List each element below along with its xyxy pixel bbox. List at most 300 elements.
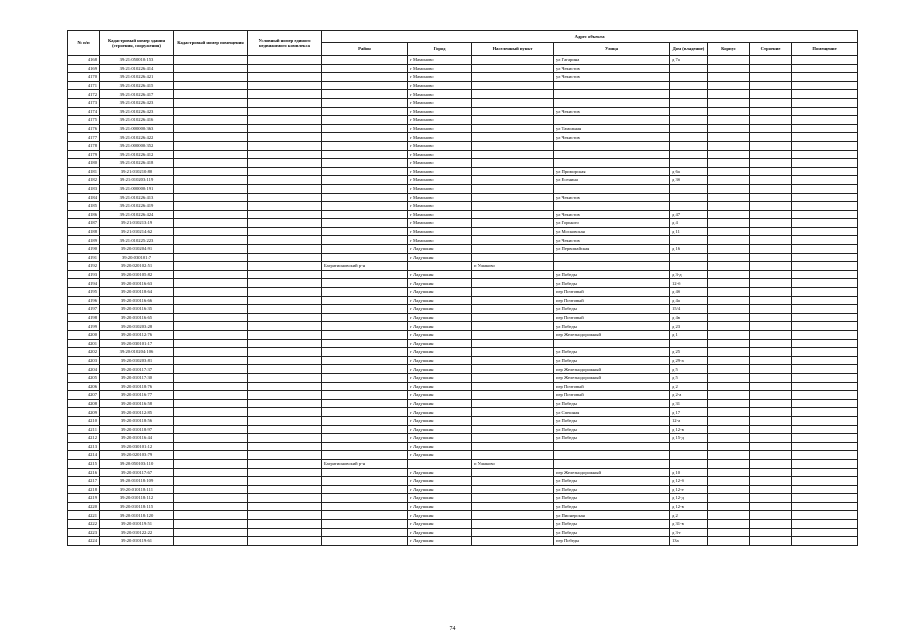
cell-building [750, 90, 792, 99]
table-row [68, 270, 858, 279]
table-row [68, 348, 858, 357]
cell-district [322, 502, 408, 511]
cell-room [792, 425, 858, 434]
cell-building [750, 262, 792, 271]
cell-korpus [708, 408, 750, 417]
cell-conditional [248, 150, 322, 159]
cell-room [792, 451, 858, 460]
cell-district [322, 477, 408, 486]
cell-street: ул Победы [554, 520, 670, 529]
cell-korpus [708, 391, 750, 400]
cell-cadastral-room [174, 305, 248, 314]
cell-room [792, 193, 858, 202]
cell-settlement [472, 73, 554, 82]
cell-settlement [472, 425, 554, 434]
cell-korpus [708, 219, 750, 228]
cell-korpus [708, 64, 750, 73]
cell-num: 4168 [68, 56, 100, 65]
cell-conditional [248, 288, 322, 297]
cell-conditional [248, 159, 322, 168]
cell-room [792, 133, 858, 142]
cell-house [670, 150, 708, 159]
cell-district: Багратионовский р-н [322, 459, 408, 468]
cell-house [670, 124, 708, 133]
cell-num: 4181 [68, 167, 100, 176]
cell-korpus [708, 270, 750, 279]
cell-conditional [248, 133, 322, 142]
cell-korpus [708, 477, 750, 486]
header-num: № п/п [68, 31, 100, 56]
cell-settlement [472, 81, 554, 90]
cell-conditional [248, 81, 322, 90]
cell-street: ул Первомайская [554, 245, 670, 254]
table-row [68, 288, 858, 297]
cell-house: д 3-д [670, 270, 708, 279]
cell-room [792, 391, 858, 400]
cell-cadastral: 39:21:000000:191 [100, 184, 174, 193]
cell-cadastral-room [174, 202, 248, 211]
cell-cadastral-room [174, 253, 248, 262]
cell-building [750, 502, 792, 511]
cell-room [792, 90, 858, 99]
table-row [68, 141, 858, 150]
cell-building [750, 459, 792, 468]
cell-district [322, 279, 408, 288]
cell-num: 4187 [68, 219, 100, 228]
cell-building [750, 193, 792, 202]
cell-num: 4217 [68, 477, 100, 486]
cell-room [792, 270, 858, 279]
cell-street: ул Победы [554, 416, 670, 425]
table-row [68, 331, 858, 340]
cell-korpus [708, 331, 750, 340]
cell-city: г Ладушкин [408, 270, 472, 279]
cell-house: д 29-а [670, 356, 708, 365]
cell-room [792, 313, 858, 322]
cell-building [750, 227, 792, 236]
table-row [68, 511, 858, 520]
header-room: Помещение [792, 43, 858, 56]
cell-district [322, 511, 408, 520]
cell-street: ул Победы [554, 322, 670, 331]
cell-korpus [708, 485, 750, 494]
cell-cadastral: 39:21:010226:422 [100, 133, 174, 142]
cell-korpus [708, 193, 750, 202]
cell-house: д 47 [670, 210, 708, 219]
cell-conditional [248, 451, 322, 460]
cell-cadastral-room [174, 150, 248, 159]
cell-room [792, 520, 858, 529]
cell-num: 4189 [68, 236, 100, 245]
cell-street [554, 150, 670, 159]
cell-conditional [248, 227, 322, 236]
cell-house: д 15-д [670, 434, 708, 443]
cell-room [792, 64, 858, 73]
cell-house [670, 193, 708, 202]
cell-settlement [472, 176, 554, 185]
cell-num: 4223 [68, 528, 100, 537]
cell-num: 4184 [68, 193, 100, 202]
cell-street: ул Победы [554, 434, 670, 443]
cell-conditional [248, 391, 322, 400]
cell-num: 4205 [68, 373, 100, 382]
cell-city: г Ладушкин [408, 468, 472, 477]
cell-korpus [708, 98, 750, 107]
cell-num: 4218 [68, 485, 100, 494]
cell-conditional [248, 296, 322, 305]
cell-city: г Мамоново [408, 141, 472, 150]
cell-cadastral-room [174, 434, 248, 443]
cell-settlement [472, 502, 554, 511]
cell-conditional [248, 322, 322, 331]
cell-city: г Мамоново [408, 98, 472, 107]
cell-settlement [472, 150, 554, 159]
cell-conditional [248, 442, 322, 451]
cell-settlement [472, 270, 554, 279]
cell-cadastral-room [174, 193, 248, 202]
cell-district [322, 202, 408, 211]
cell-num: 4170 [68, 73, 100, 82]
cell-cadastral-room [174, 477, 248, 486]
cell-building [750, 305, 792, 314]
header-city: Город [408, 43, 472, 56]
cell-conditional [248, 279, 322, 288]
cell-district [322, 408, 408, 417]
cell-room [792, 468, 858, 477]
cell-district [322, 485, 408, 494]
cell-settlement [472, 98, 554, 107]
cell-room [792, 159, 858, 168]
cell-city: г Ладушкин [408, 494, 472, 503]
table-row [68, 494, 858, 503]
cell-cadastral: 39:21:010226:418 [100, 159, 174, 168]
cell-building [750, 245, 792, 254]
cell-city: г Мамоново [408, 73, 472, 82]
cell-street [554, 202, 670, 211]
cell-city: г Ладушкин [408, 373, 472, 382]
cell-korpus [708, 133, 750, 142]
cell-cadastral-room [174, 537, 248, 546]
cell-room [792, 150, 858, 159]
cell-district [322, 331, 408, 340]
cell-city: г Ладушкин [408, 416, 472, 425]
cell-building [750, 296, 792, 305]
cell-district [322, 425, 408, 434]
cell-num: 4182 [68, 176, 100, 185]
cell-cadastral: 39:20:010118:115 [100, 502, 174, 511]
cell-settlement [472, 313, 554, 322]
cell-street: пер Почтовый [554, 313, 670, 322]
cell-cadastral-room [174, 270, 248, 279]
cell-korpus [708, 434, 750, 443]
cell-settlement [472, 64, 554, 73]
cell-city: г Ладушкин [408, 245, 472, 254]
cell-num: 4200 [68, 331, 100, 340]
cell-room [792, 408, 858, 417]
table-row [68, 537, 858, 546]
cell-house: д 12-е [670, 485, 708, 494]
cell-conditional [248, 167, 322, 176]
cell-cadastral-room [174, 399, 248, 408]
table-row [68, 262, 858, 271]
cell-street: пер Почтовый [554, 391, 670, 400]
table-row [68, 313, 858, 322]
cell-city: г Ладушкин [408, 253, 472, 262]
cell-house [670, 459, 708, 468]
cell-conditional [248, 176, 322, 185]
cell-house [670, 236, 708, 245]
cell-city: г Мамоново [408, 227, 472, 236]
table-row [68, 451, 858, 460]
cell-room [792, 502, 858, 511]
table-row [68, 64, 858, 73]
cell-num: 4191 [68, 253, 100, 262]
cell-building [750, 202, 792, 211]
table-row [68, 416, 858, 425]
cell-settlement: п Ушаково [472, 262, 554, 271]
cell-cadastral-room [174, 184, 248, 193]
cell-settlement [472, 434, 554, 443]
cell-cadastral-room [174, 210, 248, 219]
cell-cadastral: 39:21:010226:414 [100, 64, 174, 73]
cell-room [792, 98, 858, 107]
page-number: 74 [449, 626, 456, 632]
cell-street: ул Чекистов [554, 193, 670, 202]
cell-cadastral: 39:20:030101:12 [100, 442, 174, 451]
cell-house: 13а [670, 537, 708, 546]
cell-settlement [472, 296, 554, 305]
cell-cadastral: 39:21:010214:62 [100, 227, 174, 236]
cell-city: г Ладушкин [408, 391, 472, 400]
cell-num: 4198 [68, 313, 100, 322]
cell-district [322, 296, 408, 305]
cell-city: г Ладушкин [408, 296, 472, 305]
cell-district [322, 167, 408, 176]
cell-cadastral: 39:20:010203:28 [100, 322, 174, 331]
cell-conditional [248, 116, 322, 125]
cell-cadastral: 39:20:010117:37 [100, 365, 174, 374]
cell-house [670, 107, 708, 116]
cell-korpus [708, 373, 750, 382]
cell-settlement [472, 193, 554, 202]
cell-cadastral-room [174, 339, 248, 348]
cell-korpus [708, 537, 750, 546]
cell-house [670, 90, 708, 99]
cell-room [792, 348, 858, 357]
cell-settlement [472, 520, 554, 529]
cell-room [792, 528, 858, 537]
cell-cadastral-room [174, 322, 248, 331]
cell-num: 4216 [68, 468, 100, 477]
cell-conditional [248, 107, 322, 116]
cell-settlement [472, 416, 554, 425]
cell-korpus [708, 227, 750, 236]
cell-settlement [472, 451, 554, 460]
cell-cadastral: 39:20:010112:76 [100, 331, 174, 340]
cell-house: д 17 [670, 408, 708, 417]
header-street: Улица [554, 43, 670, 56]
cell-building [750, 253, 792, 262]
cell-cadastral-room [174, 331, 248, 340]
cell-room [792, 202, 858, 211]
cell-num: 4207 [68, 391, 100, 400]
cell-city: г Мамоново [408, 236, 472, 245]
cell-room [792, 511, 858, 520]
cell-building [750, 520, 792, 529]
cell-cadastral: 39:20:010118:76 [100, 382, 174, 391]
cell-city: г Ладушкин [408, 322, 472, 331]
cell-cadastral-room [174, 133, 248, 142]
cell-building [750, 485, 792, 494]
cell-house [670, 141, 708, 150]
cell-city: г Мамоново [408, 90, 472, 99]
cell-conditional [248, 339, 322, 348]
cell-room [792, 434, 858, 443]
table-row [68, 279, 858, 288]
cell-room [792, 167, 858, 176]
cell-korpus [708, 356, 750, 365]
cell-cadastral-room [174, 451, 248, 460]
cell-building [750, 356, 792, 365]
cell-district [322, 442, 408, 451]
cell-house: д 4в [670, 313, 708, 322]
cell-district [322, 150, 408, 159]
cell-building [750, 236, 792, 245]
cell-building [750, 167, 792, 176]
cell-house: 12-а [670, 416, 708, 425]
cell-house [670, 98, 708, 107]
cell-cadastral: 39:21:000000:352 [100, 141, 174, 150]
cell-cadastral-room [174, 236, 248, 245]
register-table [67, 30, 858, 546]
table-row [68, 253, 858, 262]
cell-city: г Ладушкин [408, 365, 472, 374]
cell-city [408, 459, 472, 468]
cell-korpus [708, 236, 750, 245]
table-row [68, 502, 858, 511]
cell-cadastral: 39:20:010116:63 [100, 279, 174, 288]
cell-district [322, 245, 408, 254]
cell-room [792, 382, 858, 391]
cell-conditional [248, 425, 322, 434]
cell-cadastral: 39:20:010204:91 [100, 245, 174, 254]
cell-district [322, 373, 408, 382]
cell-conditional [248, 193, 322, 202]
cell-room [792, 373, 858, 382]
cell-house: д 12-д [670, 494, 708, 503]
cell-street: ул Чекистов [554, 133, 670, 142]
cell-street: пер Железнодорожный [554, 373, 670, 382]
cell-cadastral-room [174, 425, 248, 434]
cell-korpus [708, 442, 750, 451]
cell-city: г Ладушкин [408, 399, 472, 408]
cell-conditional [248, 98, 322, 107]
cell-cadastral-room [174, 442, 248, 451]
cell-house: д 4а [670, 296, 708, 305]
cell-num: 4186 [68, 210, 100, 219]
cell-korpus [708, 141, 750, 150]
cell-num: 4169 [68, 64, 100, 73]
table-row [68, 520, 858, 529]
cell-korpus [708, 348, 750, 357]
cell-district [322, 528, 408, 537]
cell-house: д 12-в [670, 502, 708, 511]
cell-room [792, 305, 858, 314]
cell-num: 4172 [68, 90, 100, 99]
cell-cadastral: 39:20:010118:109 [100, 477, 174, 486]
cell-room [792, 494, 858, 503]
cell-settlement [472, 133, 554, 142]
cell-cadastral: 39:20:010118:56 [100, 416, 174, 425]
cell-conditional [248, 64, 322, 73]
cell-settlement [472, 90, 554, 99]
cell-street: ул Победы [554, 502, 670, 511]
cell-city: г Мамоново [408, 81, 472, 90]
cell-cadastral: 39:20:010118:112 [100, 494, 174, 503]
cell-city: г Мамоново [408, 202, 472, 211]
cell-house [670, 451, 708, 460]
cell-district [322, 133, 408, 142]
cell-korpus [708, 116, 750, 125]
cell-num: 4208 [68, 399, 100, 408]
cell-korpus [708, 253, 750, 262]
cell-num: 4173 [68, 98, 100, 107]
cell-street [554, 81, 670, 90]
cell-building [750, 279, 792, 288]
cell-room [792, 184, 858, 193]
cell-district [322, 416, 408, 425]
cell-street [554, 141, 670, 150]
cell-settlement [472, 167, 554, 176]
cell-street [554, 116, 670, 125]
cell-num: 4192 [68, 262, 100, 271]
table-row [68, 485, 858, 494]
cell-city: г Мамоново [408, 210, 472, 219]
cell-building [750, 98, 792, 107]
cell-street: пер Почтовый [554, 288, 670, 297]
cell-cadastral-room [174, 382, 248, 391]
cell-room [792, 296, 858, 305]
cell-house: д 11 [670, 227, 708, 236]
cell-city: г Ладушкин [408, 511, 472, 520]
cell-building [750, 141, 792, 150]
cell-conditional [248, 262, 322, 271]
table-row [68, 322, 858, 331]
cell-cadastral-room [174, 288, 248, 297]
table-row [68, 236, 858, 245]
table-row [68, 442, 858, 451]
cell-city: г Мамоново [408, 116, 472, 125]
cell-district [322, 227, 408, 236]
cell-num: 4171 [68, 81, 100, 90]
cell-settlement [472, 348, 554, 357]
cell-settlement [472, 210, 554, 219]
cell-korpus [708, 176, 750, 185]
cell-house: д 3-г [670, 528, 708, 537]
cell-street [554, 339, 670, 348]
cell-building [750, 159, 792, 168]
cell-korpus [708, 322, 750, 331]
cell-korpus [708, 288, 750, 297]
table-row [68, 56, 858, 65]
cell-room [792, 116, 858, 125]
cell-cadastral-room [174, 356, 248, 365]
cell-room [792, 537, 858, 546]
table-row [68, 373, 858, 382]
header-building: Строение [750, 43, 792, 56]
cell-cadastral: 39:21:010226:412 [100, 150, 174, 159]
cell-cadastral: 39:20:010116:77 [100, 391, 174, 400]
